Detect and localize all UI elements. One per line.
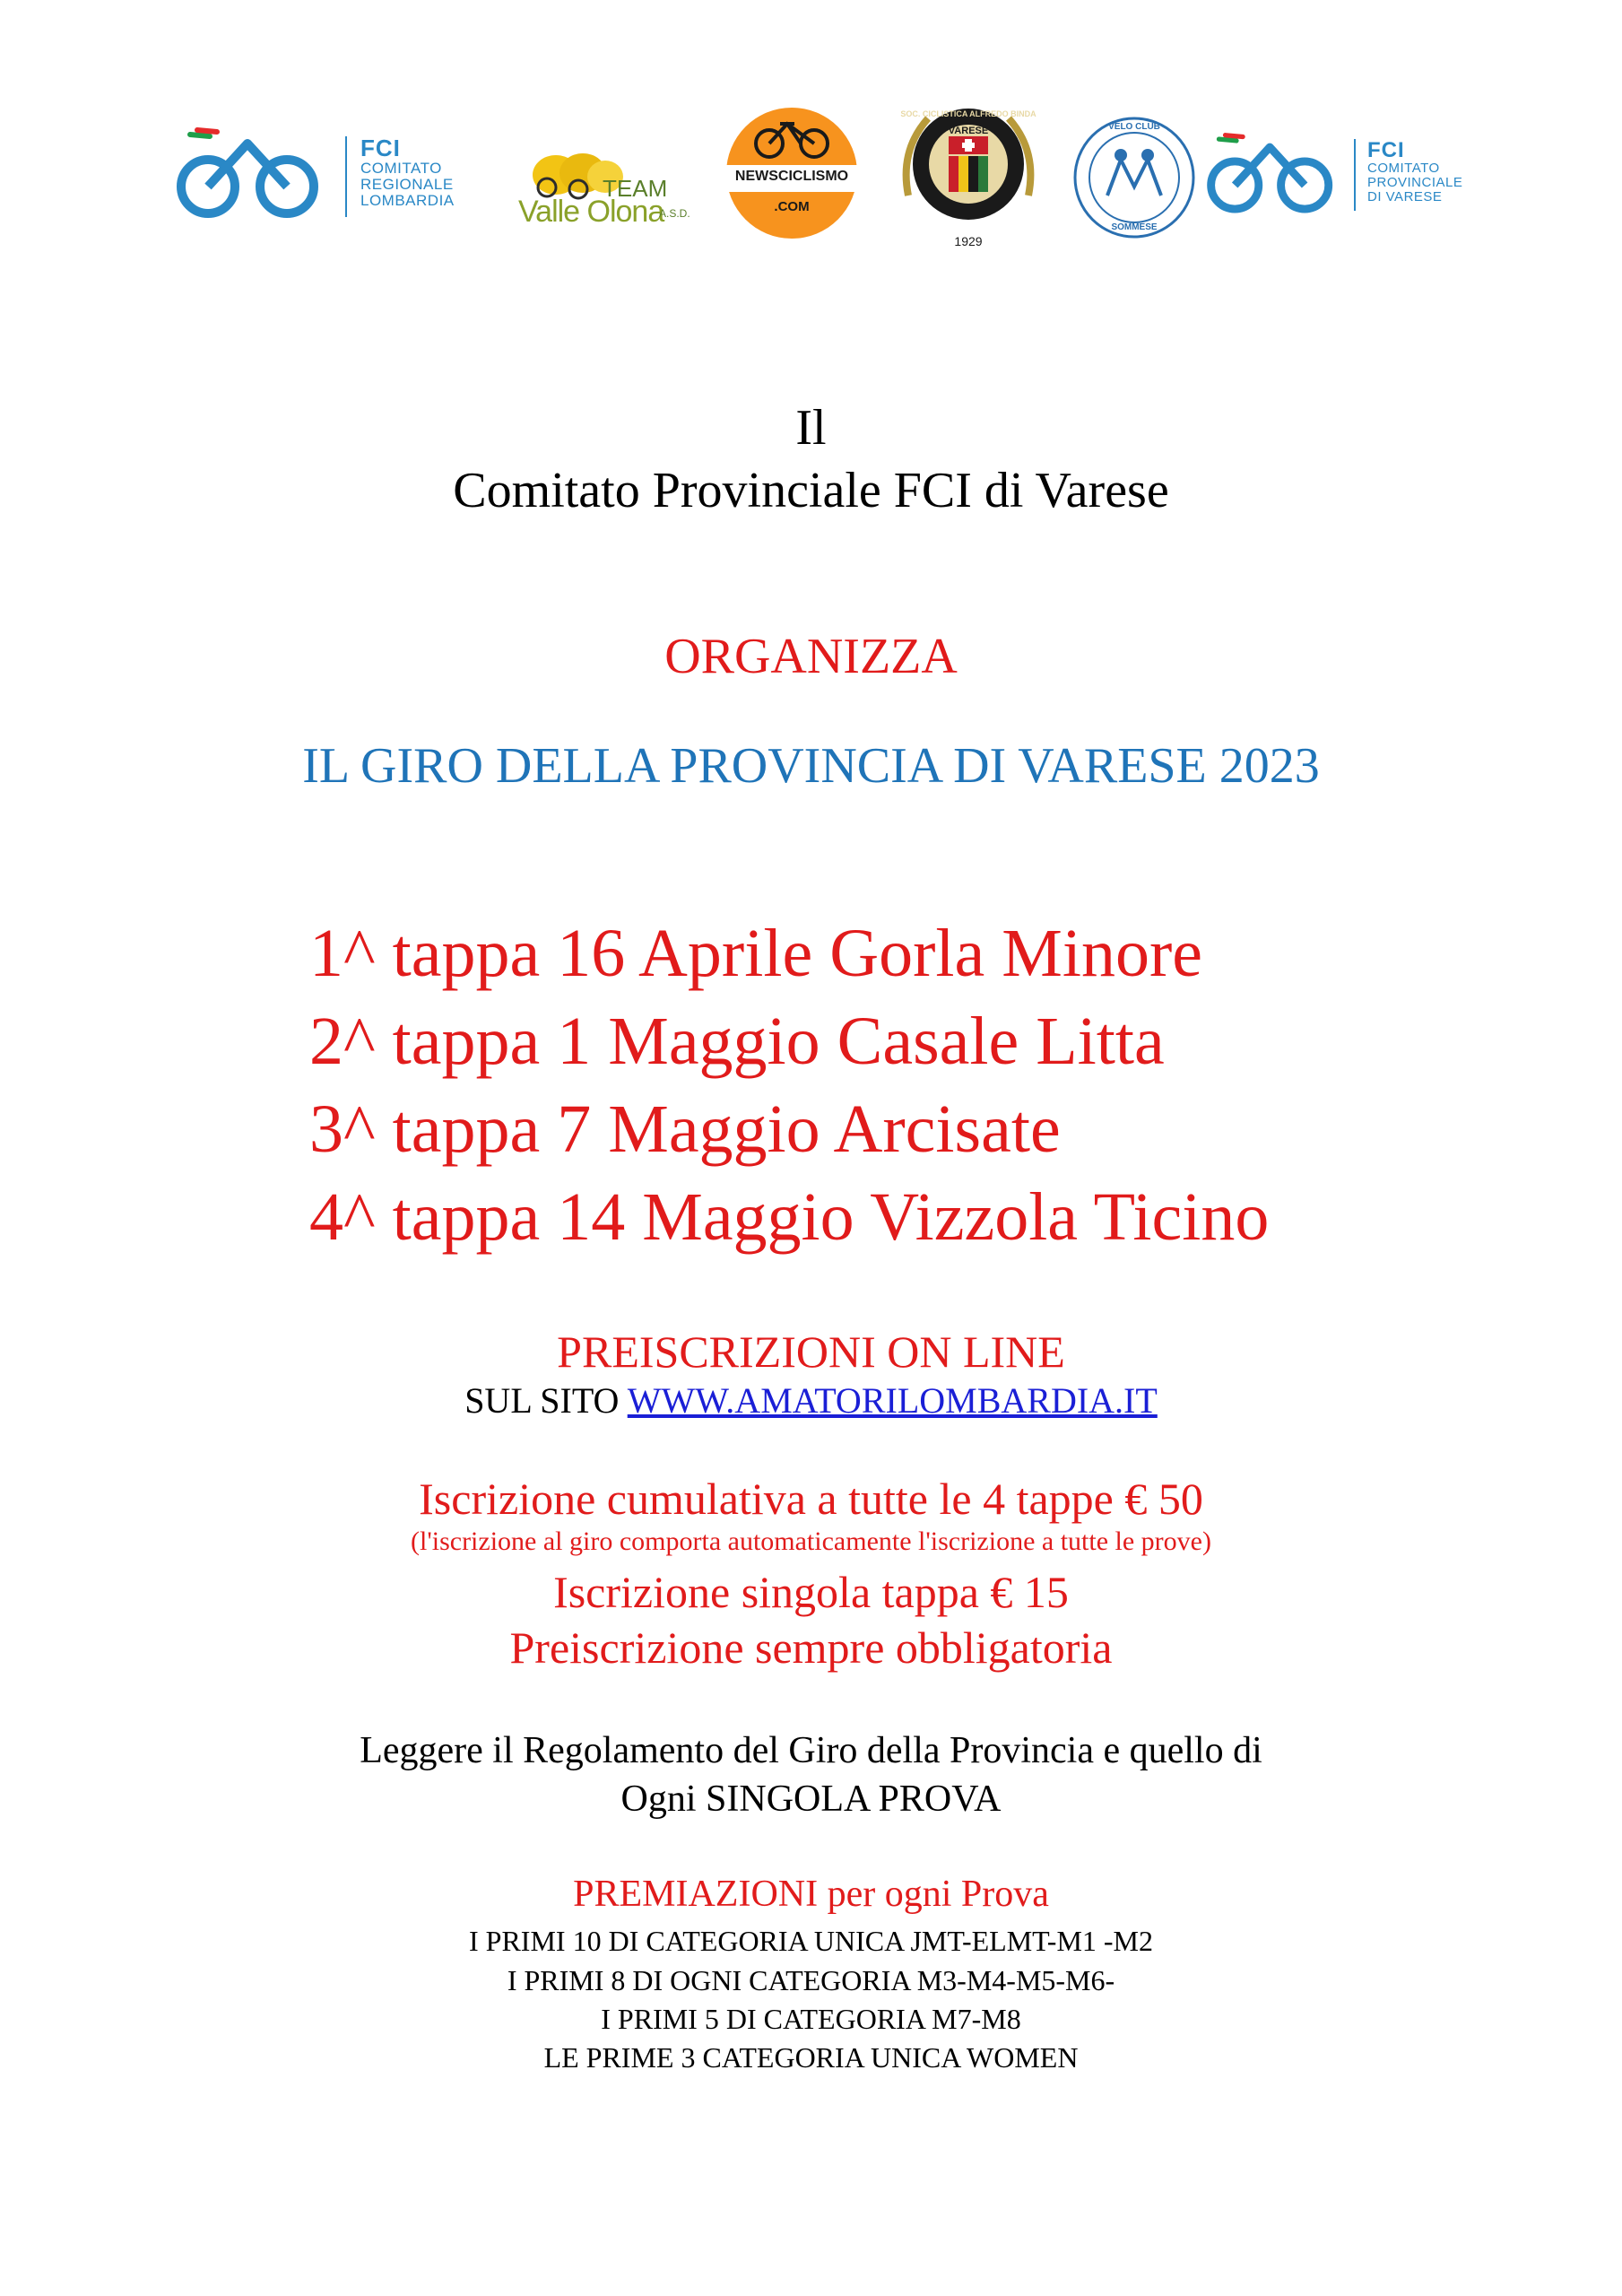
fci-provinciale-line: PROVINCIALE [1367, 174, 1463, 190]
fci-regionale-line: COMITATO [360, 160, 442, 178]
iscrizione-note: (l'iscrizione al giro comporta automaticamente l'iscrizione a tutte le prove) [411, 1526, 1211, 1556]
preiscrizioni-title: PREISCRIZIONI ON LINE [557, 1326, 1065, 1377]
stage-3: 3^ tappa 7 Maggio Arcisate [309, 1091, 1061, 1167]
iscrizione-singola: Iscrizione singola tappa € 15 [553, 1567, 1069, 1617]
asd-label: A.S.D. [659, 207, 690, 220]
amatorilombardia-link[interactable]: WWW.AMATORILOMBARDIA.IT [627, 1380, 1158, 1421]
fci-regionale-title: FCI [360, 135, 401, 161]
premiazioni-title: PREMIAZIONI per ogni Prova [573, 1874, 1049, 1915]
preiscrizione-obbligatoria: Preiscrizione sempre obbligatoria [509, 1622, 1113, 1673]
fci-regionale-line: REGIONALE [360, 176, 454, 194]
site-prefix: SUL SITO [464, 1380, 628, 1421]
valle-olona-label: Valle Olona [518, 195, 664, 229]
velo-club-top: VELO CLUB [1108, 122, 1160, 132]
team-valle-olona-logo [502, 121, 690, 233]
velo-club-seal [1071, 115, 1197, 240]
regolamento-line-1: Leggere il Regolamento del Giro della Provincia e quello di [360, 1730, 1262, 1771]
header-committee: Comitato Provinciale FCI di Varese [453, 463, 1169, 518]
premiazioni-line: I PRIMI 5 DI CATEGORIA M7-M8 [601, 2003, 1021, 2035]
newsciclismo-logo [724, 106, 859, 240]
fci-regionale-line: LOMBARDIA [360, 191, 455, 209]
premiazioni-line: I PRIMI 10 DI CATEGORIA UNICA JMT-ELMT-M1 -M2 [469, 1925, 1153, 1957]
fci-provinciale-title: FCI [1367, 138, 1405, 162]
premiazioni-line: LE PRIME 3 CATEGORIA UNICA WOMEN [543, 2041, 1079, 2074]
fci-provinciale-line: DI VARESE [1367, 188, 1443, 204]
fci-bike-icon [170, 126, 327, 224]
team-label: TEAM [603, 175, 668, 202]
binda-ring-text: SOC. CICLISTICA ALFREDO BINDA [900, 109, 1037, 118]
stage-4: 4^ tappa 14 Maggio Vizzola Ticino [309, 1179, 1270, 1255]
stage-2: 2^ tappa 1 Maggio Casale Litta [309, 1004, 1165, 1079]
newsciclismo-title: NEWSCICLISMO [734, 169, 849, 184]
organizza-heading: ORGANIZZA [664, 629, 958, 684]
header-article: Il [795, 400, 827, 456]
preiscrizioni-site [0, 1379, 1622, 1422]
velo-club-sommese-logo [1071, 115, 1197, 240]
fci-provinciale-line: COMITATO [1367, 161, 1440, 177]
velo-club-bottom: SOMMESE [1111, 222, 1158, 232]
fci-provinciale-logo [1201, 130, 1462, 220]
stage-1: 1^ tappa 16 Aprile Gorla Minore [309, 916, 1202, 991]
iscrizione-cumulativa: Iscrizione cumulativa a tutte le 4 tappe € 50 [419, 1474, 1203, 1524]
binda-city: VARESE [948, 126, 989, 136]
premiazioni-line: I PRIMI 8 DI OGNI CATEGORIA M3-M4-M5-M6- [507, 1964, 1115, 1996]
newsciclismo-com: .COM [774, 199, 810, 214]
regolamento-line-2: Ogni SINGOLA PROVA [620, 1779, 1002, 1820]
fci-bike-icon [1201, 130, 1340, 220]
fci-regionale-logo [170, 126, 471, 224]
event-title: IL GIRO DELLA PROVINCIA DI VARESE 2023 [302, 738, 1320, 794]
binda-varese-logo [892, 97, 1045, 254]
binda-year: 1929 [954, 234, 983, 248]
